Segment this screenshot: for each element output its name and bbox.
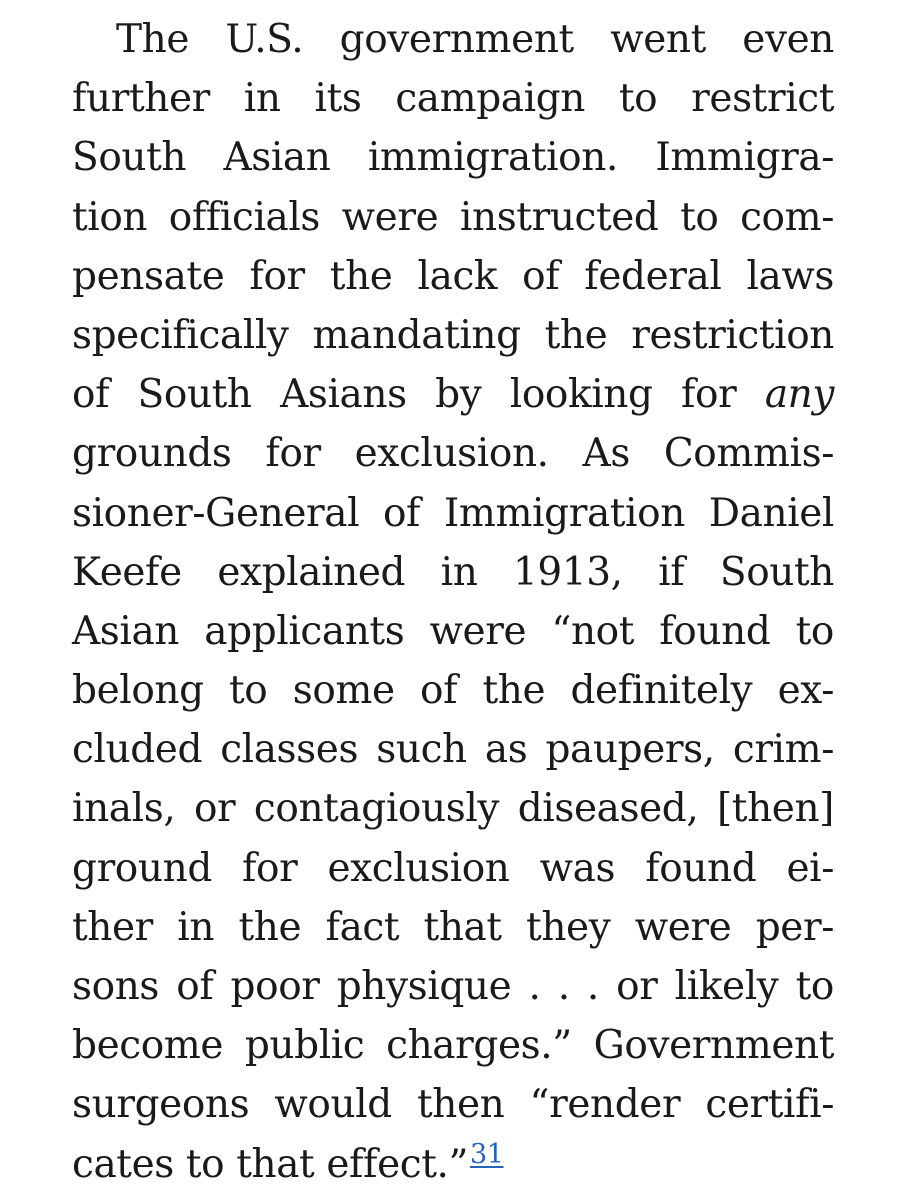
footnote-link[interactable]: 31	[470, 1138, 504, 1170]
text-line: further in its campaign to restrict	[72, 76, 834, 122]
text-line: tion officials were instructed to com-	[72, 194, 834, 240]
text-line: South Asian immigration. Immigra-	[72, 135, 834, 181]
text-line: inals, or contagiously diseased, [then]	[72, 786, 834, 832]
text-line: become public charges.” Government	[72, 1023, 834, 1069]
text-line: pensate for the lack of federal laws	[72, 253, 834, 299]
text-line-last	[72, 1135, 834, 1194]
text-line: ground for exclusion was found ei-	[72, 845, 834, 891]
text-line: surgeons would then “render certifi-	[72, 1082, 834, 1128]
body-paragraph	[72, 10, 834, 1194]
text-line: ther in the fact that they were per-	[72, 904, 834, 950]
text-line: sioner-General of Immigration Daniel	[72, 490, 834, 536]
text-segment: cates to that effect.”	[72, 1141, 468, 1187]
text-line: cluded classes such as paupers, crim-	[72, 727, 834, 773]
text-line: grounds for exclusion. As Commis-	[72, 431, 834, 477]
text-line: Asian applicants were “not found to	[72, 608, 834, 654]
text-line: The U.S. government went even	[116, 17, 834, 62]
text-line: Keefe explained in 1913, if South	[72, 549, 834, 595]
text-line: sons of poor physique . . . or likely to	[72, 964, 834, 1009]
text-line-with-emphasis	[72, 365, 834, 424]
emphasized-word: any	[764, 372, 835, 418]
text-segment: of South Asians by looking for	[72, 372, 737, 418]
text-line: belong to some of the definitely ex-	[72, 668, 834, 714]
text-line: specifically mandating the restriction	[72, 312, 834, 358]
